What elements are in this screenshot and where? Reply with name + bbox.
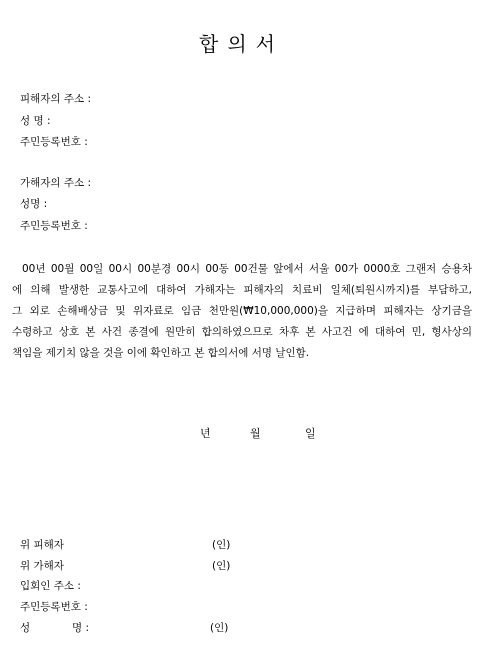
victim-signature-label: 위 피해자 (20, 539, 64, 551)
offender-address-label: 가해자의 주소 : (20, 177, 92, 189)
date-day-label: 일 (305, 427, 316, 440)
document-title: 합의서 (199, 32, 284, 56)
victim-id-label: 주민등록번호 : (20, 136, 88, 148)
body-line-3: 그 외로 손해배상금 및 위자료로 임금 천만원(₩10,000,000)을 지급하며 피해자는 상기금을 (12, 305, 472, 317)
victim-name-label: 성 명 : (20, 115, 51, 127)
witness-id-label: 주민등록번호 : (20, 601, 88, 613)
offender-name-label: 성명 : (20, 198, 48, 210)
date-year-label: 년 (200, 427, 211, 440)
body-line-4: 수령하고 상호 본 사건 종결에 원만히 합의하였으므로 차후 본 사고건 에 대하여 민, 형사상의 (12, 326, 472, 338)
body-line-1: 00년 00월 00일 00시 00분경 00시 00동 00건물 앞에서 서울 00가 0000호 그랜저 승용차 (22, 263, 472, 275)
witness-name-label-first: 성 (20, 622, 31, 634)
offender-signature-label: 위 가해자 (20, 560, 64, 572)
offender-id-label: 주민등록번호 : (20, 220, 88, 232)
witness-address-label: 입회인 주소 : (20, 580, 81, 592)
offender-seal: (인) (212, 560, 231, 572)
body-line-2: 에 의해 발생한 교통사고에 대하여 가해자는 피해자의 치료비 일체(퇴원시까지)를 부담하고, (12, 284, 472, 296)
victim-address-label: 피해자의 주소 : (20, 93, 92, 105)
date-month-label: 월 (250, 427, 261, 440)
witness-name-label-second: 명 : (72, 622, 90, 634)
victim-seal: (인) (212, 539, 231, 551)
body-line-5: 책임을 제기치 않을 것을 이에 확인하고 본 합의서에 서명 날인함. (12, 347, 310, 359)
witness-seal: (인) (210, 622, 229, 634)
